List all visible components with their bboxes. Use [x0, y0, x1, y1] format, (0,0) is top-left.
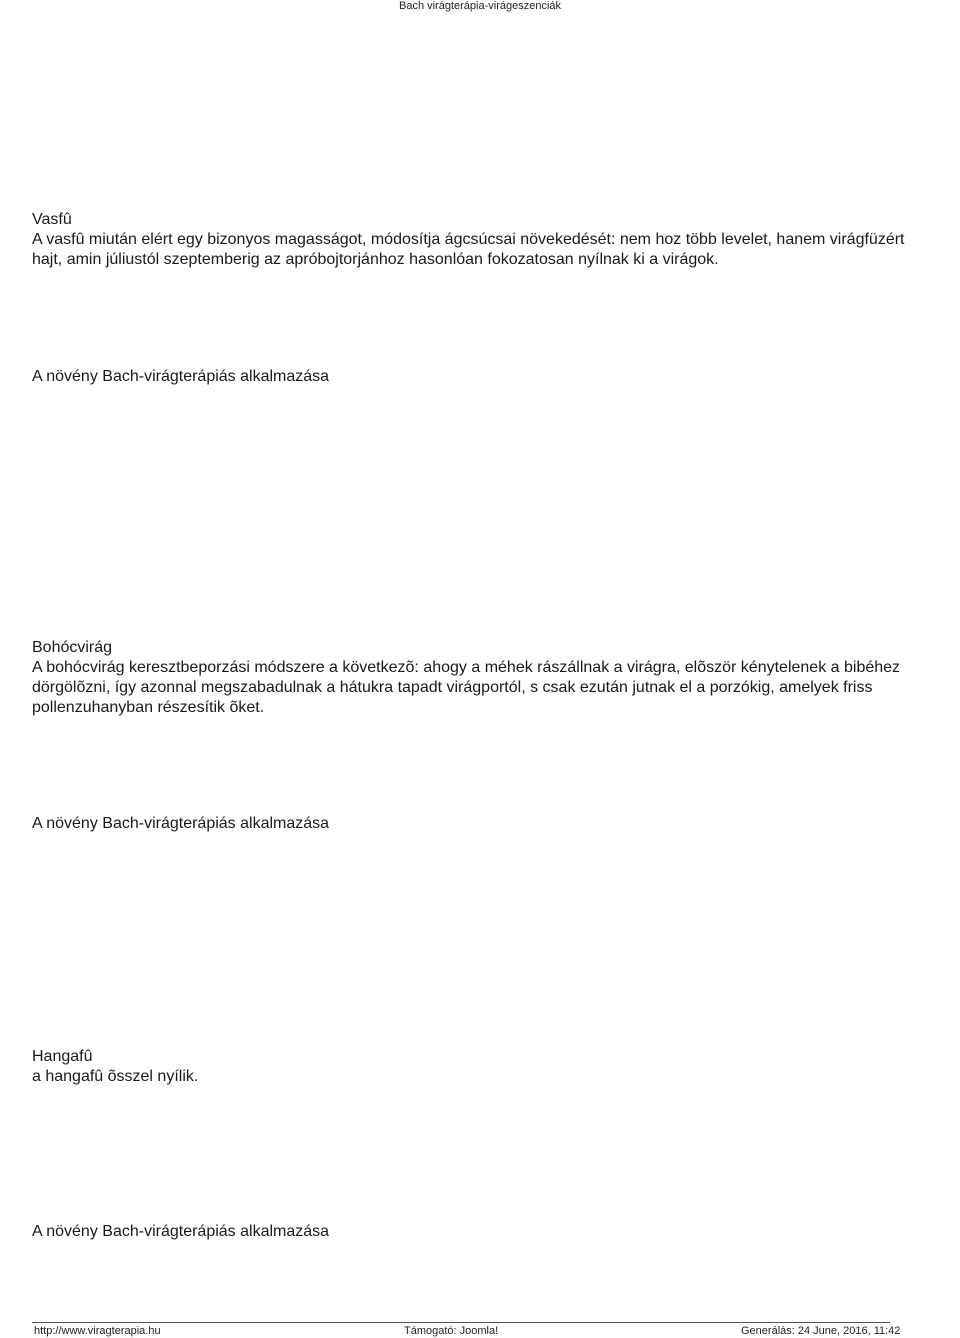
section-hangafu [32, 1047, 912, 1087]
footer-divider [32, 1322, 890, 1323]
page-header-title: Bach virágterápia-virágeszenciák [398, 0, 562, 12]
section-application-label [32, 367, 912, 387]
section-bohocvirag [32, 638, 912, 718]
application-label-text: A növény Bach-virágterápiás alkalmazása [32, 368, 330, 385]
section-description: A vasfû miután elért egy bizonyos magasságot, módosítja ágcsúcsai növekedését: nem hoz több levelet, hanem virágfüzért hajt, amin júliustól szeptemberig az apróbojtorjánhoz hasonlóan fokozatosan nyílnak ki a virágok. [32, 231, 905, 268]
section-application-label [32, 814, 912, 834]
application-label-text: A növény Bach-virágterápiás alkalmazása [32, 815, 330, 832]
section-description: a hangafû õsszel nyílik. [32, 1068, 199, 1085]
section-description: A bohócvirág keresztbeporzási módszere a következõ: ahogy a méhek rászállnak a virágra, elõször kénytelenek a bibéhez dörgölõzni, így azonnal megszabadulnak a hátukra tapadt virágportól, s csak ezután jutnak el a porzókig, amelyek friss pollenzuhanyban részesítik õket. [32, 659, 901, 716]
footer-support: Támogató: Joomla! [404, 1325, 499, 1337]
footer-url-link[interactable]: http://www.viragterapia.hu [34, 1325, 161, 1337]
footer-generated: Generálás: 24 June, 2016, 11:42 [741, 1325, 901, 1337]
section-application-label [32, 1222, 912, 1242]
section-title: Vasfû [32, 211, 72, 228]
section-vasfu [32, 210, 912, 270]
application-label-text: A növény Bach-virágterápiás alkalmazása [32, 1223, 330, 1240]
section-title: Hangafû [32, 1048, 93, 1065]
section-title: Bohócvirág [32, 639, 113, 656]
